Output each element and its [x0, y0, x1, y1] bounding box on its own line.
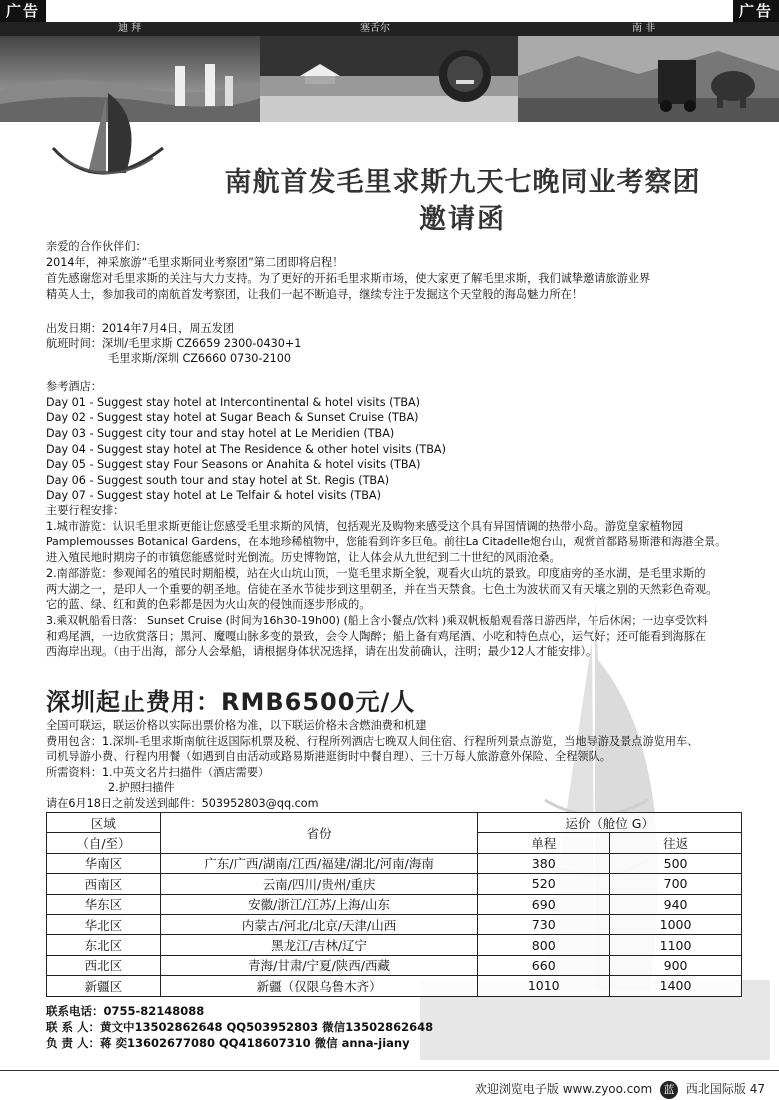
itinerary-line: 两大湖之一，是印人一个重要的朝圣地。信徒在圣水节徒步到这里朝圣，并在当天禁食。七色土为波状而又有天壤之别的天然彩色奇观。: [46, 583, 718, 596]
table-row: [47, 976, 742, 996]
table-row: [47, 894, 742, 914]
itinerary-line: 1.城市游览：认识毛里求斯更能让您感受毛里求斯的风情，包括观光及购物来感受这个具有异国情调的热带小岛。游览皇家植物园: [46, 520, 684, 533]
fee-note: 全国可联运，联运价格以实际出票价格为准，以下联运价格未含燃油费和机建: [46, 719, 427, 732]
cell-round: 500: [610, 853, 742, 873]
footer-text: 欢迎浏览电子版 www.zyoo.com: [474, 1082, 653, 1096]
cell-province: 云南/四川/贵州/重庆: [160, 874, 477, 894]
cell-single: 690: [478, 894, 610, 914]
cell-single: 380: [478, 853, 610, 873]
cell-round: 940: [610, 894, 742, 914]
table-row: [47, 955, 742, 975]
itinerary-line: 和鸡尾酒，一边欣赏落日；黑河、魔嘎山脉多变的景致，会令人陶醉；船上备有鸡尾酒、小吃和特色点心，运气好；还可能看到海豚在: [46, 630, 707, 643]
cell-province: 安徽/浙江/江苏/上海/山东: [160, 894, 477, 914]
footer-edition: 西北国际版: [685, 1082, 746, 1096]
itinerary-line: 西海岸出现。（由于出海，部分人会晕船，请根据身体状况选择，请在出发前确认，注明；最少12人才能安排）。: [46, 645, 598, 658]
itinerary-line: Pamplemousses Botanical Gardens，在本地珍稀植物中，您能看到许多巨龟。前往La Citadelle炮台山，观赏首都路易斯港和海港全景。: [46, 535, 726, 548]
cell-province: 黑龙江/吉林/辽宁: [160, 935, 477, 955]
cell-province: 青海/甘肃/宁夏/陕西/西藏: [160, 955, 477, 975]
invitation-subtitle: 邀请函: [419, 204, 506, 235]
header-province: 省份: [160, 813, 477, 854]
destination-label-seychelles: 塞舌尔: [360, 23, 390, 34]
cell-province: 内蒙古/河北/北京/天津/山西: [160, 914, 477, 934]
itinerary-line: 3.乘双帆船看日落： Sunset Cruise (时间为16h30-19h00) (船上含小餐点/饮料 )乘双帆板船观看落日游西岸，午后休闲；一边享受饮料: [46, 614, 708, 627]
fee-note: 司机导游小费、行程内用餐（如遇到自由活动或路易斯港逛街时中餐自理）、三十万每人旅游意外保险、全程领队。: [46, 750, 611, 763]
header-region-sub: （自/至）: [47, 833, 161, 853]
itinerary-label: 主要行程安排：: [46, 504, 125, 517]
cell-round: 1000: [610, 914, 742, 934]
greeting: 亲爱的合作伙伴们：: [46, 240, 147, 253]
cell-region: 西北区: [47, 955, 161, 975]
cell-region: 新疆区: [47, 976, 161, 996]
day-item: Day 05 - Suggest stay Four Seasons or Anahita & hotel visits (TBA): [46, 458, 421, 471]
flight-label: 航班时间：: [46, 337, 102, 350]
footer-divider: [0, 1070, 779, 1071]
fee-note: 费用包含：1.深圳-毛里求斯南航往返国际机票及税、行程所列酒店七晚双人间住宿、行程所列景点游览，当地导游及景点游览用车、: [46, 735, 699, 748]
destination-label-dubai: 迪 拜: [118, 23, 142, 34]
header-fare: 运价（舱位 G）: [478, 813, 742, 833]
price-heading: 深圳起止费用：RMB6500元/人: [46, 688, 416, 716]
publisher-mark-icon: 蓝: [660, 1081, 678, 1099]
cell-province: 广东/广西/湖南/江西/福建/湖北/河南/海南: [160, 853, 477, 873]
cell-region: 华南区: [47, 853, 161, 873]
intro-line: 首先感谢您对毛里求斯的关注与大力支持。为了更好的开拓毛里求斯市场，使大家更了解毛里求斯，我们诚挚邀请旅游业界: [46, 272, 651, 285]
table-row: [47, 853, 742, 873]
fare-table: [46, 812, 742, 997]
cell-round: 1400: [610, 976, 742, 996]
cell-single: 800: [478, 935, 610, 955]
cell-region: 华东区: [47, 894, 161, 914]
table-row: [47, 935, 742, 955]
day-item: Day 06 - Suggest south tour and stay hotel at St. Regis (TBA): [46, 474, 390, 487]
itinerary-line: 2.南部游览：参观闻名的殖民时期船模，站在火山坑山顶，一览毛里求斯全貌，观看火山坑的景致。印度庙旁的圣水湖，是毛里求斯的: [46, 567, 706, 580]
cell-region: 华北区: [47, 914, 161, 934]
ad-label-right: 广告: [733, 0, 779, 22]
safari-photo: [518, 36, 779, 122]
cell-single: 730: [478, 914, 610, 934]
contact-phone: 联系电话：0755-82148088: [46, 1004, 205, 1018]
cell-single: 660: [478, 955, 610, 975]
header-region: 区域: [47, 813, 161, 833]
day-item: Day 02 - Suggest stay hotel at Sugar Beach & Sunset Cruise (TBA): [46, 411, 419, 424]
materials-line: 所需资料：1.中英文名片扫描件（酒店需要）: [46, 766, 270, 779]
day-item: Day 01 - Suggest stay hotel at Intercontinental & hotel visits (TBA): [46, 396, 421, 409]
header-single: 单程: [478, 833, 610, 853]
cell-round: 700: [610, 874, 742, 894]
invitation-title: 南航首发毛里求斯九天七晚同业考察团: [224, 167, 701, 198]
hotels-label: 参考酒店：: [46, 380, 102, 393]
flight-outbound-detail: 深圳/毛里求斯 CZ6659 2300-0430+1: [101, 337, 302, 350]
flight-outbound: [46, 336, 301, 352]
materials-line: 2.护照扫描件: [108, 781, 175, 794]
destination-bar: [0, 22, 779, 36]
beach-photo: [260, 36, 518, 122]
cell-province: 新疆（仅限乌鲁木齐）: [160, 976, 477, 996]
contact-manager: 负 责 人：蒋 奕13602677080 QQ418607310 微信 anna-jiany: [46, 1036, 410, 1050]
table-row: [47, 874, 742, 894]
cell-single: 1010: [478, 976, 610, 996]
itinerary-line: 它的蓝、绿、红和黄的色彩都是因为火山灰的侵蚀而逐步形成的。: [46, 598, 371, 611]
agency-logo: [38, 88, 178, 198]
day-item: Day 03 - Suggest city tour and stay hotel at Le Meridien (TBA): [46, 427, 395, 440]
header-round: 往返: [610, 833, 742, 853]
contact-person: 联 系 人：黄文中13502862648 QQ503952803 微信13502862648: [46, 1020, 434, 1034]
cell-region: 西南区: [47, 874, 161, 894]
page-number: 47: [749, 1082, 765, 1096]
intro-line: 精英人士，参加我司的南航首发考察团，让我们一起不断追寻，继续专注于发掘这个天堂般的海岛魅力所在！: [46, 288, 584, 301]
itinerary-line: 进入殖民地时期房子的市镇您能感觉时光倒流。历史博物馆，让人体会从九世纪到二十世纪的风雨沧桑。: [46, 551, 561, 564]
day-item: Day 07 - Suggest stay hotel at Le Telfair & hotel visits (TBA): [46, 489, 381, 502]
table-row: [47, 914, 742, 934]
cell-region: 东北区: [47, 935, 161, 955]
cell-round: 1100: [610, 935, 742, 955]
cell-round: 900: [610, 955, 742, 975]
email-line: 请在6月18日之前发送到邮件：503952803@qq.com: [46, 797, 319, 810]
flight-return: 毛里求斯/深圳 CZ6660 0730-2100: [108, 352, 291, 365]
departure-date: 出发日期：2014年7月4日，周五发团: [46, 322, 235, 335]
day-item: Day 04 - Suggest stay hotel at The Residence & other hotel visits (TBA): [46, 443, 446, 456]
destination-label-south-africa: 南 非: [632, 23, 656, 34]
table-header-row: [47, 813, 742, 833]
intro-line: 2014年，神采旅游“毛里求斯同业考察团”第二团即将启程！: [46, 256, 344, 269]
page-footer: [475, 1080, 765, 1099]
ad-label-left: 广告: [0, 0, 46, 22]
cell-single: 520: [478, 874, 610, 894]
